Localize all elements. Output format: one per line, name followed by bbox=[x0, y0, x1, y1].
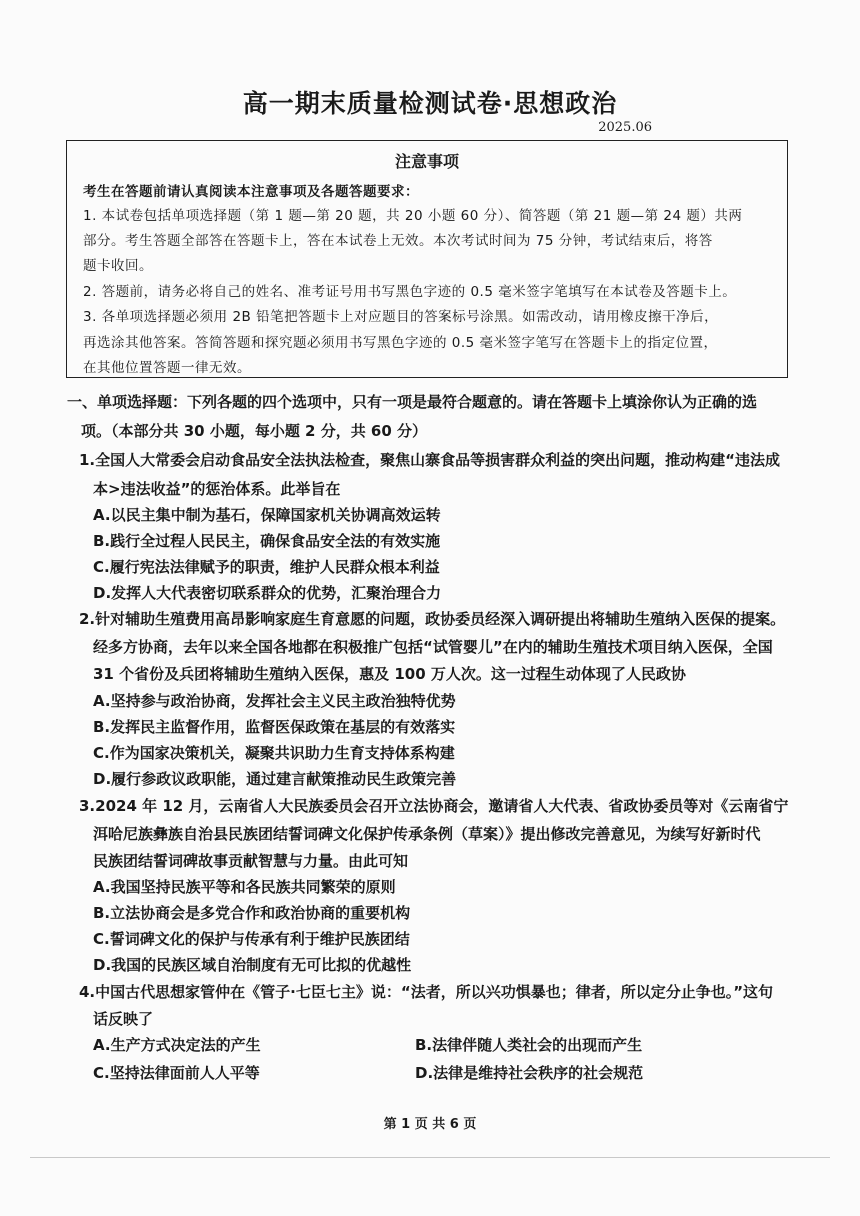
exam-date: 2025.06 bbox=[598, 120, 652, 135]
question-1-option-d: D.发挥人大代表密切联系群众的优势，汇聚治理合力 bbox=[93, 584, 442, 602]
question-3-option-d: D.我国的民族区域自治制度有无可比拟的优越性 bbox=[93, 956, 412, 974]
question-2-option-c: C.作为国家决策机关，凝聚共识助力生育支持体系构建 bbox=[93, 744, 455, 762]
question-1-stem: 本>违法收益”的惩治体系。此举旨在 bbox=[93, 480, 341, 498]
question-1-option-c: C.履行宪法法律赋予的职责，维护人民群众根本利益 bbox=[93, 558, 440, 576]
question-4-stem: 话反映了 bbox=[93, 1010, 154, 1028]
question-3-stem: 洱哈尼族彝族自治县民族团结誓词碑文化保护传承条例（草案）》提出修改完善意见，为续写好新时代 bbox=[93, 825, 761, 843]
question-2-stem: 经多方协商，去年以来全国各地都在积极推广包括“试管婴儿”在内的辅助生殖技术项目纳入医保，全国 bbox=[93, 638, 773, 656]
question-2-stem: 2.针对辅助生殖费用高昂影响家庭生育意愿的问题，政协委员经深入调研提出将辅助生殖纳入医保的提案。 bbox=[79, 610, 786, 628]
question-4-option-d: D.法律是维持社会秩序的社会规范 bbox=[415, 1064, 644, 1082]
notice-line: 部分。考生答题全部答在答题卡上，答在本试卷上无效。本次考试时间为 75 分钟，考试结束后，将答 bbox=[83, 233, 713, 249]
question-3-option-c: C.誓词碑文化的保护与传承有利于维护民族团结 bbox=[93, 930, 410, 948]
notice-line: 2. 答题前，请务必将自己的姓名、准考证号用书写黑色字迹的 0.5 毫米签字笔填写在本试卷及答题卡上。 bbox=[83, 284, 737, 300]
question-3-stem: 3.2024 年 12 月，云南省人大民族委员会召开立法协商会，邀请省人大代表、省政协委员等对《云南省宁 bbox=[79, 797, 789, 815]
question-2-option-b: B.发挥民主监督作用，监督医保政策在基层的有效落实 bbox=[93, 718, 456, 736]
question-3-stem: 民族团结誓词碑故事贡献智慧与力量。由此可知 bbox=[93, 852, 409, 870]
notice-line: 3. 各单项选择题必须用 2B 铅笔把答题卡上对应题目的答案标号涂黑。如需改动，请用橡皮擦干净后， bbox=[83, 309, 719, 325]
question-1-option-a: A.以民主集中制为基石，保障国家机关协调高效运转 bbox=[93, 506, 441, 524]
notice-box bbox=[66, 140, 788, 378]
question-4-option-c: C.坚持法律面前人人平等 bbox=[93, 1064, 260, 1082]
question-4-option-b: B.法律伴随人类社会的出现而产生 bbox=[415, 1036, 643, 1054]
notice-line: 在其他位置答题一律无效。 bbox=[83, 360, 251, 376]
question-4-option-a: A.生产方式决定法的产生 bbox=[93, 1036, 261, 1054]
page-number: 第 1 页 共 6 页 bbox=[383, 1117, 477, 1132]
section-heading: 一、单项选择题：下列各题的四个选项中，只有一项是最符合题意的。请在答题卡上填涂你认为正确的选 bbox=[67, 393, 758, 411]
notice-title: 注意事项 bbox=[394, 152, 459, 171]
question-3-option-a: A.我国坚持民族平等和各民族共同繁荣的原则 bbox=[93, 878, 396, 896]
question-4-stem: 4.中国古代思想家管仲在《管子·七臣七主》说：“法者，所以兴功惧暴也；律者，所以定分止争也。”这句 bbox=[79, 983, 774, 1001]
notice-line: 题卡收回。 bbox=[83, 258, 153, 274]
notice-line: 考生在答题前请认真阅读本注意事项及各题答题要求： bbox=[83, 184, 419, 200]
page-title: 高一期末质量检测试卷·思想政治 bbox=[242, 89, 618, 118]
bottom-divider bbox=[30, 1157, 830, 1158]
question-2-option-d: D.履行参政议政职能，通过建言献策推动民生政策完善 bbox=[93, 770, 457, 788]
question-2-stem: 31 个省份及兵团将辅助生殖纳入医保，惠及 100 万人次。这一过程生动体现了人民政协 bbox=[93, 665, 686, 683]
section-heading-cont: 项。（本部分共 30 小题，每小题 2 分，共 60 分） bbox=[81, 422, 428, 440]
question-1-stem: 1.全国人大常委会启动食品安全法执法检查，聚焦山寨食品等损害群众利益的突出问题，推动构建“违法成 bbox=[79, 451, 780, 469]
question-1-option-b: B.践行全过程人民民主，确保食品安全法的有效实施 bbox=[93, 532, 441, 550]
question-2-option-a: A.坚持参与政治协商，发挥社会主义民主政治独特优势 bbox=[93, 692, 456, 710]
notice-line: 再选涂其他答案。答简答题和探究题必须用书写黑色字迹的 0.5 毫米签字笔写在答题卡上的指定位置， bbox=[83, 335, 718, 351]
question-3-option-b: B.立法协商会是多党合作和政治协商的重要机构 bbox=[93, 904, 411, 922]
notice-line: 1. 本试卷包括单项选择题（第 1 题—第 20 题，共 20 小题 60 分）、简答题（第 21 题—第 24 题）共两 bbox=[83, 208, 743, 224]
